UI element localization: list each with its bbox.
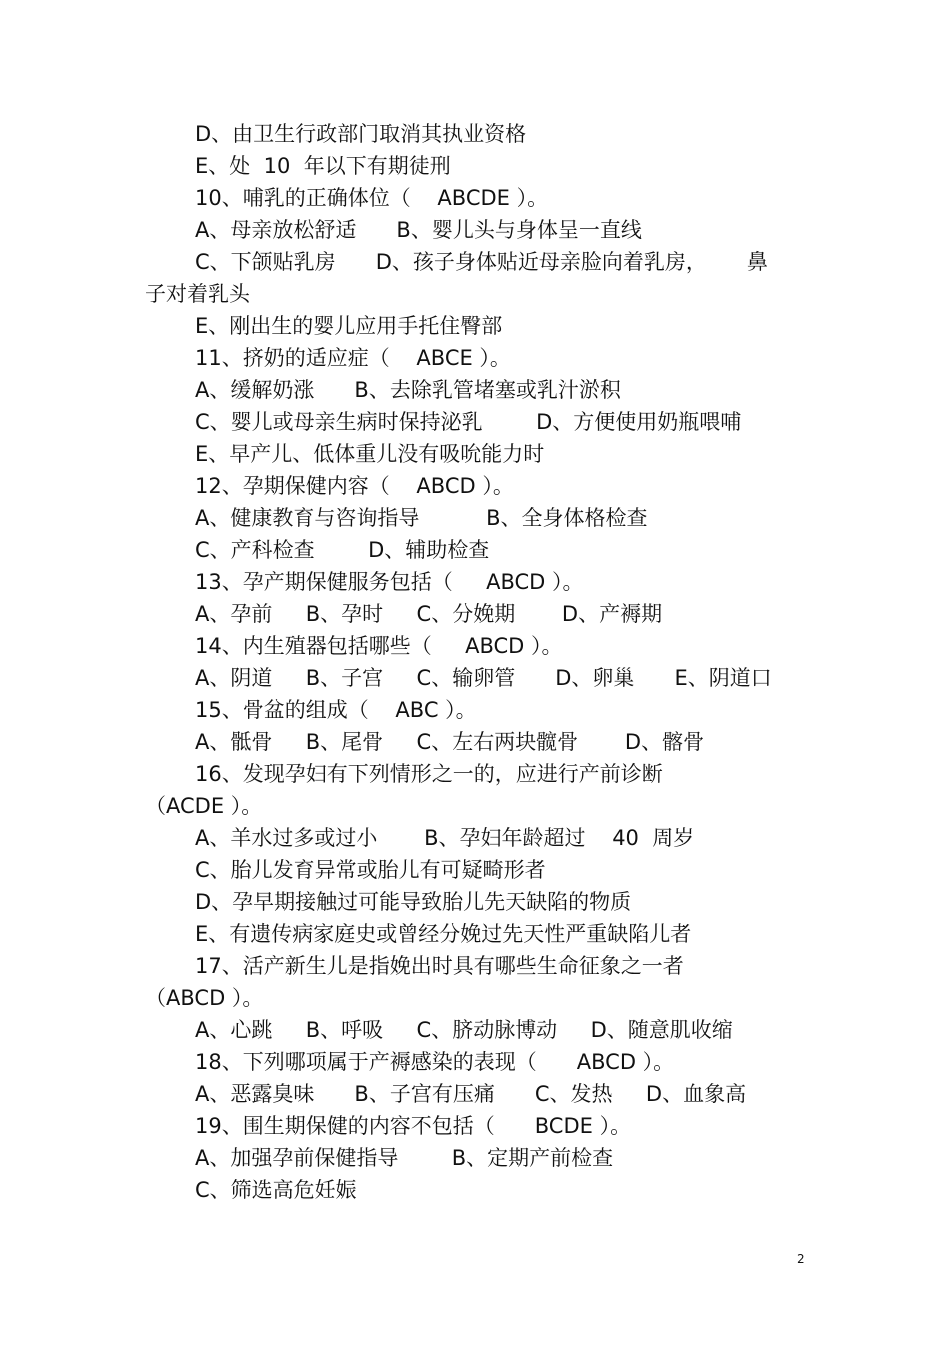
text-line: A、阴道 B、子宫 C、输卵管 D、卵巢 E、阴道口	[195, 666, 772, 690]
text-line: 17、活产新生儿是指娩出时具有哪些生命征象之一者	[195, 954, 684, 978]
text-line: E、有遗传病家庭史或曾经分娩过先天性严重缺陷儿者	[195, 922, 692, 946]
text-line: C、产科检查 D、辅助检查	[195, 538, 490, 562]
text-line: A、孕前 B、孕时 C、分娩期 D、产褥期	[195, 602, 663, 626]
text-line: E、刚出生的婴儿应用手托住臀部	[195, 314, 503, 338]
text-line: 18、下列哪项属于产褥感染的表现（ ABCD ）。	[195, 1050, 675, 1074]
text-line: A、健康教育与咨询指导 B、全身体格检查	[195, 506, 648, 530]
text-line: C、婴儿或母亲生病时保持泌乳 D、方便使用奶瓶喂哺	[195, 410, 742, 434]
text-line: C、下颌贴乳房 D、孩子身体贴近母亲脸向着乳房， 鼻	[195, 250, 768, 274]
text-line: A、心跳 B、呼吸 C、脐动脉博动 D、随意肌收缩	[195, 1018, 733, 1042]
text-line: E、早产儿、低体重儿没有吸吮能力时	[195, 442, 545, 466]
text-line: 12、孕期保健内容（ ABCD ）。	[195, 474, 514, 498]
text-line: 13、孕产期保健服务包括（ ABCD ）。	[195, 570, 584, 594]
text-line: D、孕早期接触过可能导致胎儿先天缺陷的物质	[195, 890, 632, 914]
text-line: A、恶露臭味 B、子宫有压痛 C、发热 D、血象高	[195, 1082, 747, 1106]
text-line: 19、围生期保健的内容不包括（ BCDE ）。	[195, 1114, 632, 1138]
text-line: A、母亲放松舒适 B、婴儿头与身体呈一直线	[195, 218, 642, 242]
text-line: （ABCD ）。	[145, 986, 264, 1010]
text-line: A、缓解奶涨 B、去除乳管堵塞或乳汁淤积	[195, 378, 621, 402]
text-line: E、处 10 年以下有期徒刑	[195, 154, 451, 178]
text-line: C、胎儿发育异常或胎儿有可疑畸形者	[195, 858, 546, 882]
text-line: 11、挤奶的适应症（ ABCE ）。	[195, 346, 511, 370]
text-line: D、由卫生行政部门取消其执业资格	[195, 122, 527, 146]
text-line: 10、哺乳的正确体位（ ABCDE ）。	[195, 186, 549, 210]
text-line: 子对着乳头	[145, 282, 250, 306]
text-line: A、加强孕前保健指导 B、定期产前检查	[195, 1146, 614, 1170]
text-line: A、骶骨 B、尾骨 C、左右两块髋骨 D、髂骨	[195, 730, 705, 754]
page-content	[145, 118, 810, 1206]
text-line: 16、发现孕妇有下列情形之一的，应进行产前诊断	[195, 762, 663, 786]
page-number: 2	[797, 1252, 805, 1266]
text-line: 15、骨盆的组成（ ABC ）。	[195, 698, 477, 722]
text-line: 14、内生殖器包括哪些（ ABCD ）。	[195, 634, 563, 658]
text-line: （ACDE ）。	[145, 794, 263, 818]
text-line: A、羊水过多或过小 B、孕妇年龄超过 40 周岁	[195, 826, 695, 850]
text-line: C、筛选高危妊娠	[195, 1178, 357, 1202]
